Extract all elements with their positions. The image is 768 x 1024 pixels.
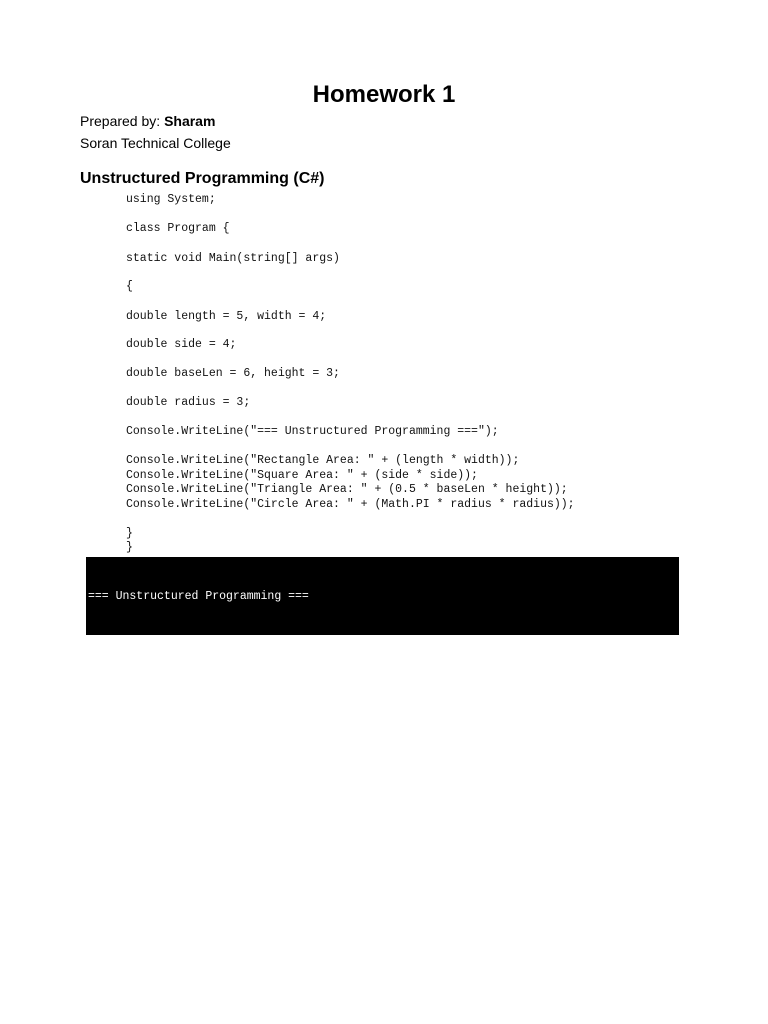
code-line: }	[126, 527, 133, 540]
code-line: Console.WriteLine("Circle Area: " + (Math.PI * radius * radius));	[126, 498, 575, 511]
code-line: class Program {	[126, 222, 230, 235]
code-line: double length = 5, width = 4;	[126, 310, 327, 323]
code-line: Console.WriteLine("=== Unstructured Programming ===");	[126, 425, 499, 438]
prepared-by	[80, 112, 215, 130]
code-line: double baseLen = 6, height = 3;	[126, 367, 340, 380]
author-name: Sharam	[164, 113, 216, 129]
prepared-by-label: Prepared by:	[80, 113, 165, 129]
code-line: Console.WriteLine("Square Area: " + (side * side));	[126, 469, 478, 482]
console-line: Circle Area: 28.27	[88, 779, 213, 793]
section-heading: Unstructured Programming (C#)	[80, 170, 325, 187]
code-line: Console.WriteLine("Triangle Area: " + (0.5 * baseLen * height));	[126, 483, 568, 496]
code-line: static void Main(string[] args)	[126, 252, 340, 265]
console-line: Rectangle Area: 20	[88, 636, 213, 650]
code-line: {	[126, 280, 133, 293]
code-line: Console.WriteLine("Rectangle Area: " + (length * width));	[126, 454, 520, 467]
code-line: double side = 4;	[126, 338, 237, 351]
code-line: }	[126, 541, 133, 554]
college-name: Soran Technical College	[80, 135, 231, 151]
code-line: double radius = 3;	[126, 396, 251, 409]
code-line: using System;	[126, 193, 216, 206]
document-title: Homework 1	[312, 81, 456, 108]
console-line: Triangle Area: 9	[88, 731, 199, 745]
console-line: Square Area: 16	[88, 684, 192, 698]
console-output	[86, 557, 679, 793]
console-line: === Unstructured Programming ===	[88, 589, 309, 603]
